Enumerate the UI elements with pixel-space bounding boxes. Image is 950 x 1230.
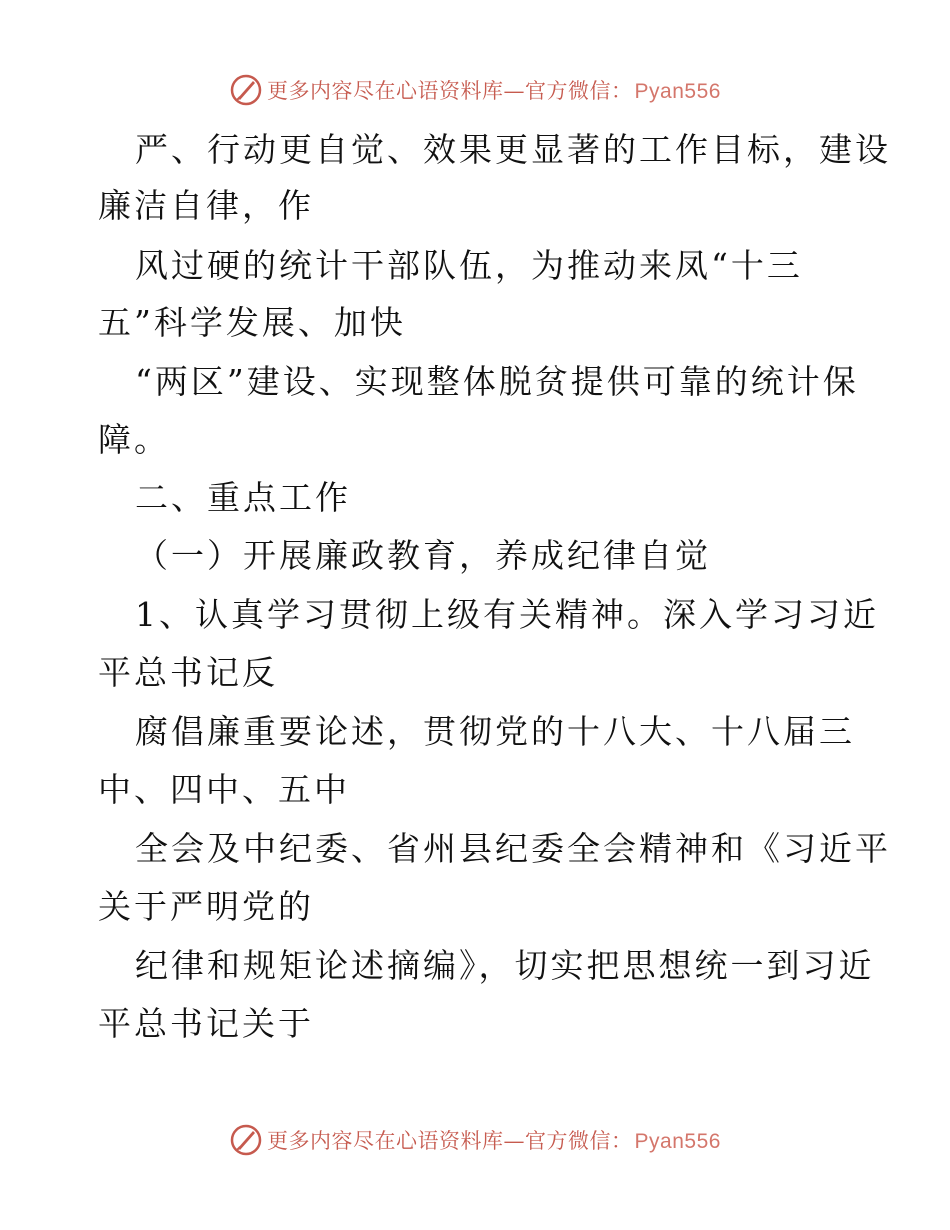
banner-handle: Pyan556: [634, 80, 721, 103]
body-line: 平总书记关于: [98, 1004, 314, 1043]
body-line: 纪律和规矩论述摘编》，切实把思想统一到习近: [135, 946, 875, 985]
quill-logo-icon: [229, 73, 263, 107]
banner-text: [267, 1125, 721, 1155]
banner-text: [267, 75, 721, 105]
subsection-heading: （一）开展廉政教育，养成纪律自觉: [135, 536, 711, 575]
body-line: 腐倡廉重要论述，贯彻党的十八大、十八届三: [135, 712, 855, 751]
banner-dash: —: [503, 79, 526, 103]
body-line: 关于严明党的: [98, 887, 314, 926]
body-line: “两区”建设、实现整体脱贫提供可靠的统计保: [135, 362, 859, 401]
quill-logo-icon: [229, 1123, 263, 1157]
banner-title: 更多内容尽在心语资料库: [267, 1129, 504, 1153]
banner-handle: Pyan556: [634, 1130, 721, 1153]
banner-suffix: 官方微信：: [525, 1129, 633, 1153]
body-line: 1、认真学习贯彻上级有关精神。深入学习习近: [135, 595, 879, 634]
body-line: 风过硬的统计干部队伍，为推动来凤“十三: [135, 246, 803, 285]
body-line: 廉洁自律，作: [98, 186, 314, 225]
body-line: 平总书记反: [98, 653, 278, 692]
section-heading: 二、重点工作: [135, 478, 351, 517]
body-line: 五”科学发展、加快: [98, 303, 406, 342]
body-line: 严、行动更自觉、效果更显著的工作目标，建设: [135, 130, 891, 169]
banner-dash: —: [503, 1129, 526, 1153]
banner-suffix: 官方微信：: [525, 79, 633, 103]
footer-banner: [0, 1120, 950, 1160]
body-line: 障。: [98, 420, 170, 459]
header-banner: [0, 70, 950, 110]
body-line: 全会及中纪委、省州县纪委全会精神和《习近平: [135, 829, 891, 868]
body-line: 中、四中、五中: [98, 770, 350, 809]
banner-title: 更多内容尽在心语资料库: [267, 79, 504, 103]
